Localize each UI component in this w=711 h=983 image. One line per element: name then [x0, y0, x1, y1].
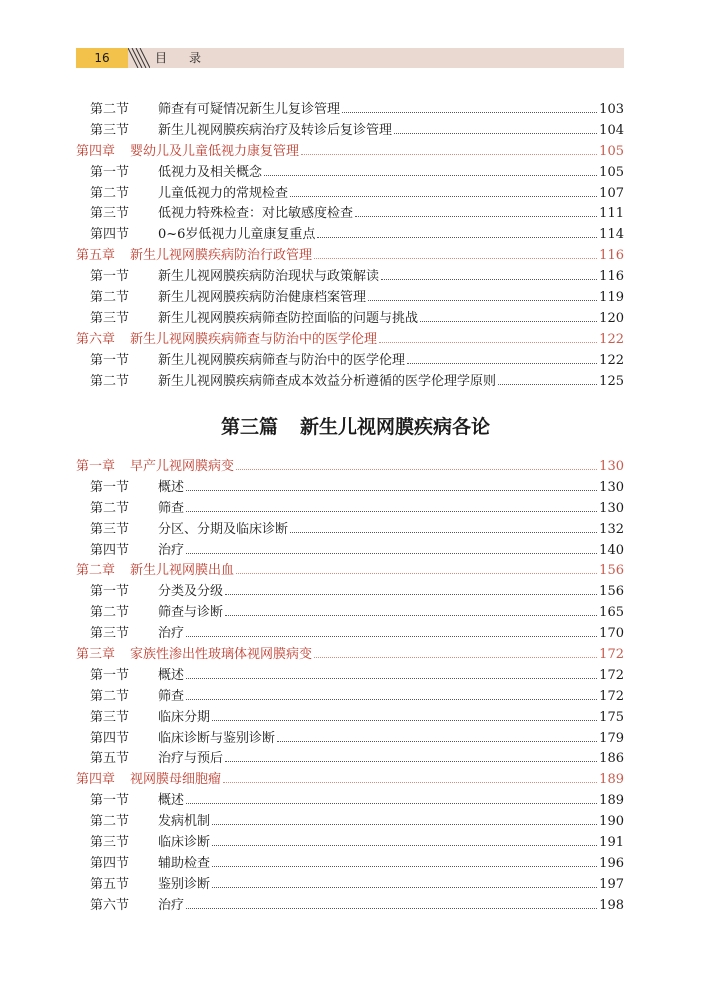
dot-leader — [236, 469, 597, 470]
toc-entry-title: 辅助检查 — [158, 855, 211, 871]
toc-section-entry[interactable] — [76, 119, 624, 140]
toc-entry-number: 第三章 — [76, 647, 116, 663]
toc-entry-title: 新生儿视网膜疾病筛查防控面临的问题与挑战 — [158, 310, 419, 326]
toc-entry-page-number: 116 — [599, 248, 624, 264]
toc-section-entry[interactable] — [76, 727, 624, 748]
toc-section-entry[interactable] — [76, 747, 624, 768]
toc-entry-title: 概述 — [158, 479, 185, 495]
header-page-number: 16 — [76, 48, 128, 68]
toc-section-entry[interactable] — [76, 894, 624, 915]
toc-entry-title: 发病机制 — [158, 814, 211, 830]
toc-entry-page-number: 119 — [599, 290, 624, 306]
toc-entry-page-number: 105 — [599, 143, 624, 159]
toc-entry-title: 筛查 — [158, 500, 185, 516]
toc-entry-page-number: 156 — [599, 584, 624, 600]
dot-leader — [314, 657, 597, 658]
toc-section-entry[interactable] — [76, 349, 624, 370]
part-heading — [0, 412, 711, 439]
toc-entry-page-number: 196 — [599, 855, 624, 871]
toc-entry-title: 治疗 — [158, 626, 185, 642]
toc-entry-page-number: 105 — [599, 164, 624, 180]
dot-leader — [186, 511, 597, 512]
toc-section-entry[interactable] — [76, 265, 624, 286]
toc-entry-title: 0~6岁低视力儿童康复重点 — [158, 227, 316, 243]
toc-entry-page-number: 114 — [599, 227, 624, 243]
toc-entry-number: 第三节 — [90, 310, 130, 326]
toc-entry-title: 新生儿视网膜疾病筛查与防治中的医学伦理 — [130, 331, 378, 347]
toc-entry-page-number: 107 — [599, 185, 624, 201]
toc-entry-title: 筛查有可疑情况新生儿复诊管理 — [158, 102, 341, 117]
dot-leader — [498, 384, 597, 385]
toc-entry-title: 新生儿视网膜出血 — [130, 563, 235, 579]
toc-entry-page-number: 140 — [599, 542, 624, 558]
toc-chapter-entry[interactable] — [76, 768, 624, 789]
dot-leader — [355, 216, 597, 217]
toc-entry-number: 第一节 — [90, 352, 130, 368]
toc-section-entry[interactable] — [76, 370, 624, 391]
toc-entry-number: 第三节 — [90, 122, 130, 138]
toc-entry-title: 低视力及相关概念 — [158, 164, 263, 180]
toc-list-top — [76, 98, 624, 390]
toc-entry-number: 第一节 — [90, 269, 130, 285]
toc-section-entry[interactable] — [76, 789, 624, 810]
toc-entry-page-number: 130 — [599, 479, 624, 495]
toc-entry-number: 第二章 — [76, 563, 116, 579]
toc-entry-page-number: 111 — [599, 206, 624, 222]
toc-entry-title: 儿童低视力的常规检查 — [158, 185, 289, 201]
dot-leader — [264, 175, 597, 176]
toc-section-entry[interactable] — [76, 307, 624, 328]
toc-section-entry[interactable] — [76, 580, 624, 601]
toc-entry-page-number: 186 — [599, 751, 624, 767]
toc-entry-title: 治疗 — [158, 542, 185, 558]
toc-entry-number: 第六章 — [76, 331, 116, 347]
toc-section-entry[interactable] — [76, 518, 624, 539]
toc-entry-page-number: 172 — [599, 667, 624, 683]
toc-entry-number: 第二节 — [90, 373, 130, 389]
toc-section-entry[interactable] — [76, 161, 624, 182]
dot-leader — [186, 699, 597, 700]
dot-leader — [290, 532, 597, 533]
dot-leader — [277, 741, 597, 742]
toc-entry-title: 新生儿视网膜疾病防治行政管理 — [130, 248, 313, 264]
toc-entry-title: 筛查 — [158, 688, 185, 704]
dot-leader — [317, 237, 597, 238]
dot-leader — [314, 258, 597, 259]
dot-leader — [407, 363, 597, 364]
dot-leader — [212, 824, 597, 825]
toc-entry-title: 视网膜母细胞瘤 — [130, 772, 222, 788]
dot-leader — [368, 300, 597, 301]
toc-entry-title: 新生儿视网膜疾病防治健康档案管理 — [158, 290, 367, 306]
toc-entry-page-number: 156 — [599, 563, 624, 579]
toc-entry-title: 临床诊断与鉴别诊断 — [158, 730, 276, 746]
toc-entry-page-number: 122 — [599, 352, 624, 368]
part-number: 第三篇 — [220, 416, 278, 438]
toc-entry-title: 临床诊断 — [158, 835, 211, 851]
part-title: 新生儿视网膜疾病各论 — [300, 416, 491, 438]
toc-chapter-entry[interactable] — [76, 643, 624, 664]
toc-entry-page-number: 191 — [599, 835, 624, 851]
toc-entry-page-number: 122 — [599, 331, 624, 347]
toc-entry-page-number: 120 — [599, 310, 624, 326]
toc-entry-title: 临床分期 — [158, 709, 211, 725]
dot-leader — [342, 112, 597, 113]
toc-section-entry[interactable] — [76, 622, 624, 643]
toc-entry-page-number: 132 — [599, 521, 624, 537]
dot-leader — [186, 803, 597, 804]
toc-entry-number: 第一节 — [90, 164, 130, 180]
toc-entry-title: 概述 — [158, 793, 185, 809]
toc-entry-page-number: 172 — [599, 688, 624, 704]
toc-entry-number: 第三节 — [90, 206, 130, 222]
dot-leader — [186, 636, 597, 637]
toc-entry-page-number: 172 — [599, 647, 624, 663]
toc-entry-number: 第一节 — [90, 793, 130, 809]
toc-entry-page-number: 130 — [599, 500, 624, 516]
toc-entry-title: 筛查与诊断 — [158, 605, 224, 621]
toc-entry-number: 第二节 — [90, 500, 130, 516]
toc-entry-number: 第一节 — [90, 479, 130, 495]
dot-leader — [186, 553, 597, 554]
toc-entry-page-number: 116 — [599, 269, 624, 285]
toc-section-entry[interactable] — [76, 664, 624, 685]
toc-section-entry[interactable] — [76, 223, 624, 244]
toc-section-entry[interactable] — [76, 810, 624, 831]
dot-leader — [225, 594, 597, 595]
toc-entry-page-number: 103 — [599, 102, 624, 117]
toc-entry-title: 低视力特殊检查：对比敏感度检查 — [158, 206, 354, 222]
dot-leader — [212, 887, 597, 888]
toc-chapter-entry[interactable] — [76, 455, 624, 476]
toc-section-entry[interactable] — [76, 497, 624, 518]
toc-chapter-entry[interactable] — [76, 140, 624, 161]
toc-entry-number: 第五章 — [76, 248, 116, 264]
dot-leader — [290, 196, 597, 197]
toc-entry-number: 第一节 — [90, 584, 130, 600]
toc-entry-page-number: 170 — [599, 626, 624, 642]
toc-section-entry[interactable] — [76, 831, 624, 852]
toc-entry-page-number: 189 — [599, 793, 624, 809]
toc-section-entry[interactable] — [76, 286, 624, 307]
toc-section-entry[interactable] — [76, 601, 624, 622]
toc-entry-page-number: 197 — [599, 876, 624, 892]
toc-entry-page-number: 130 — [599, 459, 624, 474]
toc-entry-title: 新生儿视网膜疾病治疗及转诊后复诊管理 — [158, 122, 393, 138]
toc-entry-number: 第五节 — [90, 751, 130, 767]
dot-leader — [301, 154, 597, 155]
toc-section-entry[interactable] — [76, 476, 624, 497]
toc-entry-number: 第四节 — [90, 855, 130, 871]
dot-leader — [225, 761, 597, 762]
toc-entry-number: 第四节 — [90, 227, 130, 243]
dot-leader — [212, 720, 597, 721]
dot-leader — [212, 866, 597, 867]
dot-leader — [186, 908, 597, 909]
toc-entry-number: 第三节 — [90, 835, 130, 851]
dot-leader — [394, 133, 597, 134]
toc-entry-number: 第三节 — [90, 709, 130, 725]
toc-entry-title: 治疗 — [158, 897, 185, 913]
dot-leader — [223, 782, 597, 783]
toc-list-bottom — [76, 455, 624, 915]
toc-entry-page-number: 179 — [599, 730, 624, 746]
toc-entry-page-number: 189 — [599, 772, 624, 788]
dot-leader — [420, 321, 597, 322]
toc-chapter-entry[interactable] — [76, 559, 624, 580]
dot-leader — [236, 573, 597, 574]
toc-entry-number: 第二节 — [90, 814, 130, 830]
toc-entry-title: 分区、分期及临床诊断 — [158, 521, 289, 537]
toc-section-entry[interactable] — [76, 852, 624, 873]
toc-entry-page-number: 104 — [599, 122, 624, 138]
toc-section-entry[interactable] — [76, 539, 624, 560]
toc-entry-number: 第二节 — [90, 185, 130, 201]
dot-leader — [225, 615, 597, 616]
toc-entry-title: 鉴别诊断 — [158, 876, 211, 892]
toc-section-entry[interactable] — [76, 685, 624, 706]
toc-entry-page-number: 198 — [599, 897, 624, 913]
toc-section-entry[interactable] — [76, 706, 624, 727]
toc-section-entry[interactable] — [76, 182, 624, 203]
toc-entry-title: 治疗与预后 — [158, 751, 224, 767]
toc-section-entry[interactable] — [76, 873, 624, 894]
toc-entry-title: 婴幼儿及儿童低视力康复管理 — [130, 143, 300, 159]
header-slash-decoration — [128, 48, 150, 68]
toc-entry-number: 第一章 — [76, 459, 116, 474]
toc-entry-title: 新生儿视网膜疾病筛查成本效益分析遵循的医学伦理学原则 — [158, 373, 497, 389]
toc-entry-number: 第三节 — [90, 521, 130, 537]
toc-entry-title: 新生儿视网膜疾病筛查与防治中的医学伦理 — [158, 352, 406, 368]
dot-leader — [212, 845, 597, 846]
toc-entry-number: 第二节 — [90, 688, 130, 704]
toc-entry-page-number: 165 — [599, 605, 624, 621]
toc-entry-number: 第四章 — [76, 143, 116, 159]
toc-chapter-entry[interactable] — [76, 244, 624, 265]
header-title: 目录 — [155, 51, 224, 65]
dot-leader — [186, 490, 597, 491]
toc-section-entry[interactable] — [76, 202, 624, 223]
toc-entry-number: 第四节 — [90, 542, 130, 558]
toc-entry-number: 第三节 — [90, 626, 130, 642]
toc-section-entry[interactable] — [76, 98, 624, 119]
toc-entry-number: 第二节 — [90, 290, 130, 306]
toc-entry-page-number: 125 — [599, 373, 624, 389]
toc-entry-title: 家族性渗出性玻璃体视网膜病变 — [130, 647, 313, 663]
toc-entry-title: 早产儿视网膜病变 — [130, 459, 235, 474]
toc-entry-number: 第二节 — [90, 605, 130, 621]
dot-leader — [186, 678, 597, 679]
toc-entry-number: 第一节 — [90, 667, 130, 683]
toc-entry-number: 第二节 — [90, 102, 130, 117]
toc-chapter-entry[interactable] — [76, 328, 624, 349]
dot-leader — [381, 279, 597, 280]
toc-entry-number: 第四节 — [90, 730, 130, 746]
toc-entry-number: 第六节 — [90, 897, 130, 913]
dot-leader — [379, 342, 597, 343]
toc-entry-title: 分类及分级 — [158, 584, 224, 600]
toc-entry-page-number: 190 — [599, 814, 624, 830]
toc-entry-title: 概述 — [158, 667, 185, 683]
toc-entry-page-number: 175 — [599, 709, 624, 725]
toc-entry-number: 第五节 — [90, 876, 130, 892]
toc-entry-number: 第四章 — [76, 772, 116, 788]
toc-entry-title: 新生儿视网膜疾病防治现状与政策解读 — [158, 269, 380, 285]
